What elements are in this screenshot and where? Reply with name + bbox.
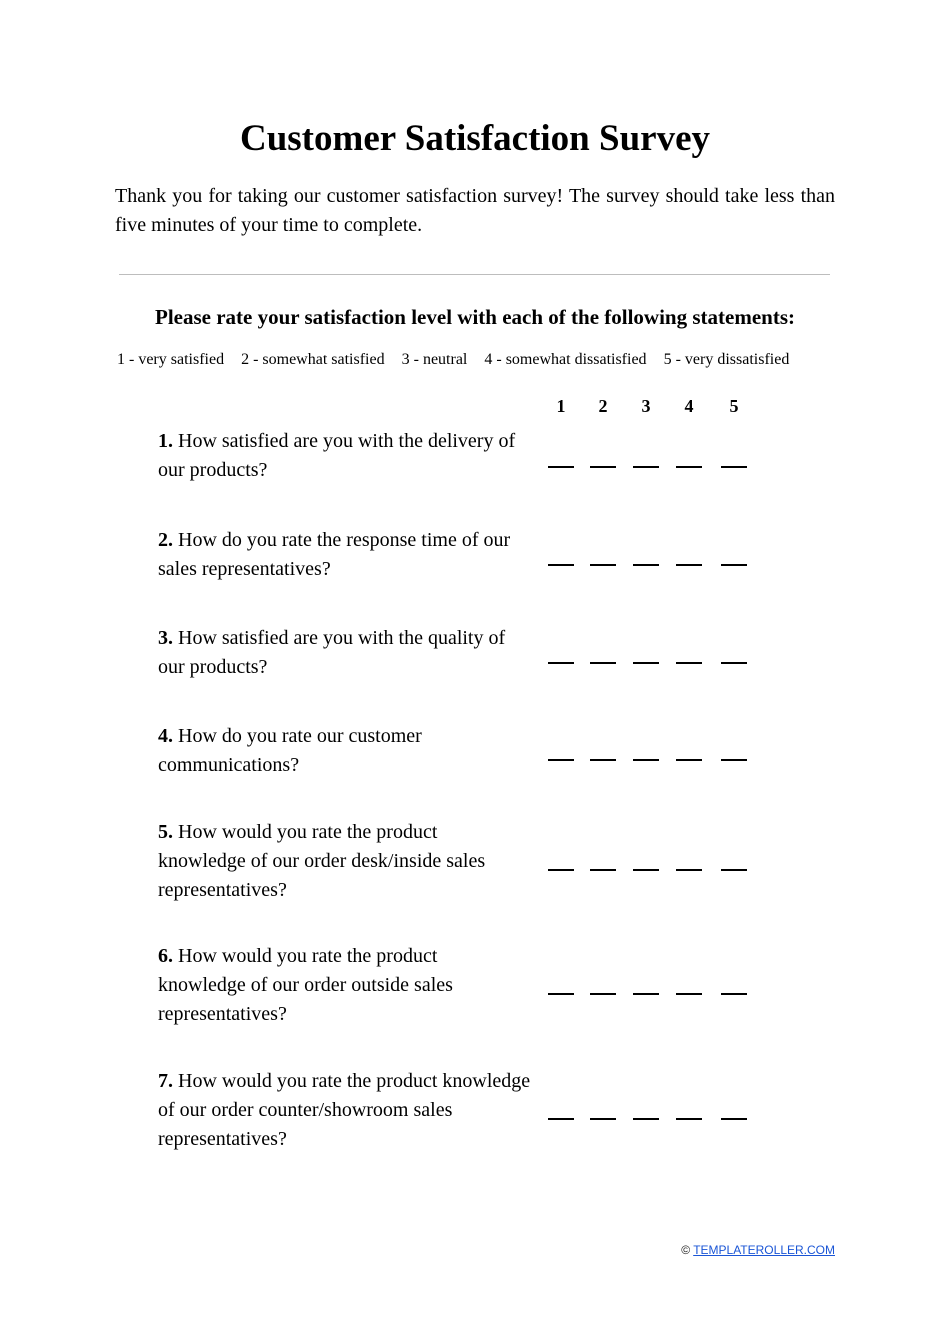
q2-rating-5-blank[interactable] — [721, 564, 747, 566]
q7-rating-5-blank[interactable] — [721, 1118, 747, 1120]
question-5 — [158, 818, 528, 905]
q1-rating-3-blank[interactable] — [633, 466, 659, 468]
question-text: How satisfied are you with the delivery of our products? — [158, 430, 516, 481]
q6-rating-3-blank[interactable] — [633, 993, 659, 995]
q2-rating-1-blank[interactable] — [548, 564, 574, 566]
question-number: 7. — [158, 1070, 173, 1092]
column-header-5: 5 — [729, 396, 739, 416]
question-number: 4. — [158, 725, 173, 747]
q1-rating-2-blank[interactable] — [590, 466, 616, 468]
q6-rating-1-blank[interactable] — [548, 993, 574, 995]
q6-rating-4-blank[interactable] — [676, 993, 702, 995]
question-6 — [158, 942, 528, 1029]
q7-rating-4-blank[interactable] — [676, 1118, 702, 1120]
question-text: How satisfied are you with the quality of our products? — [158, 627, 506, 678]
q7-rating-2-blank[interactable] — [590, 1118, 616, 1120]
divider — [119, 274, 830, 275]
q2-rating-3-blank[interactable] — [633, 564, 659, 566]
question-text: How would you rate the product knowledge of our order counter/showroom sales representatives? — [158, 1070, 531, 1150]
question-number: 3. — [158, 627, 173, 649]
question-text: How do you rate the response time of our sales representatives? — [158, 529, 511, 580]
question-text: How would you rate the product knowledge of our order outside sales representatives? — [158, 945, 453, 1025]
q4-rating-4-blank[interactable] — [676, 759, 702, 761]
q5-rating-4-blank[interactable] — [676, 869, 702, 871]
question-text: How would you rate the product knowledge of our order desk/inside sales representatives? — [158, 821, 486, 901]
q4-rating-2-blank[interactable] — [590, 759, 616, 761]
q1-rating-5-blank[interactable] — [721, 466, 747, 468]
page-title: Customer Satisfaction Survey — [239, 118, 710, 159]
rating-scale-legend — [117, 348, 837, 372]
copyright-symbol: © — [681, 1243, 691, 1257]
q2-rating-2-blank[interactable] — [590, 564, 616, 566]
scale-item-5: 5 - very dissatisfied — [663, 351, 790, 368]
question-number: 2. — [158, 529, 173, 551]
q5-rating-5-blank[interactable] — [721, 869, 747, 871]
q3-rating-3-blank[interactable] — [633, 662, 659, 664]
q7-rating-1-blank[interactable] — [548, 1118, 574, 1120]
intro-text: Thank you for taking our customer satisfaction survey! The survey should take less than five minutes of your time to complete. — [115, 185, 835, 236]
question-1 — [158, 427, 528, 485]
q3-rating-4-blank[interactable] — [676, 662, 702, 664]
scale-item-3: 3 - neutral — [401, 351, 468, 368]
q3-rating-2-blank[interactable] — [590, 662, 616, 664]
q2-rating-4-blank[interactable] — [676, 564, 702, 566]
q1-rating-4-blank[interactable] — [676, 466, 702, 468]
q3-rating-1-blank[interactable] — [548, 662, 574, 664]
q6-rating-2-blank[interactable] — [590, 993, 616, 995]
column-header-1: 1 — [556, 396, 566, 416]
scale-item-2: 2 - somewhat satisfied — [241, 351, 385, 368]
question-3 — [158, 624, 528, 682]
q4-rating-1-blank[interactable] — [548, 759, 574, 761]
column-header-3: 3 — [641, 396, 651, 416]
q5-rating-3-blank[interactable] — [633, 869, 659, 871]
question-4 — [158, 722, 528, 780]
column-header-4: 4 — [684, 396, 694, 416]
question-2 — [158, 526, 528, 584]
q1-rating-1-blank[interactable] — [548, 466, 574, 468]
column-header-2: 2 — [598, 396, 608, 416]
q5-rating-2-blank[interactable] — [590, 869, 616, 871]
question-number: 5. — [158, 821, 173, 843]
q4-rating-3-blank[interactable] — [633, 759, 659, 761]
scale-item-4: 4 - somewhat dissatisfied — [484, 351, 647, 368]
instruction-heading: Please rate your satisfaction level with each of the following statements: — [155, 305, 795, 329]
templateroller-link[interactable]: TEMPLATEROLLER.COM — [693, 1243, 835, 1257]
q4-rating-5-blank[interactable] — [721, 759, 747, 761]
q3-rating-5-blank[interactable] — [721, 662, 747, 664]
question-text: How do you rate our customer communications? — [158, 725, 422, 776]
q7-rating-3-blank[interactable] — [633, 1118, 659, 1120]
footer-credit — [681, 1241, 835, 1259]
question-number: 6. — [158, 945, 173, 967]
scale-item-1: 1 - very satisfied — [117, 351, 225, 368]
q5-rating-1-blank[interactable] — [548, 869, 574, 871]
question-7 — [158, 1067, 533, 1154]
q6-rating-5-blank[interactable] — [721, 993, 747, 995]
question-number: 1. — [158, 430, 173, 452]
